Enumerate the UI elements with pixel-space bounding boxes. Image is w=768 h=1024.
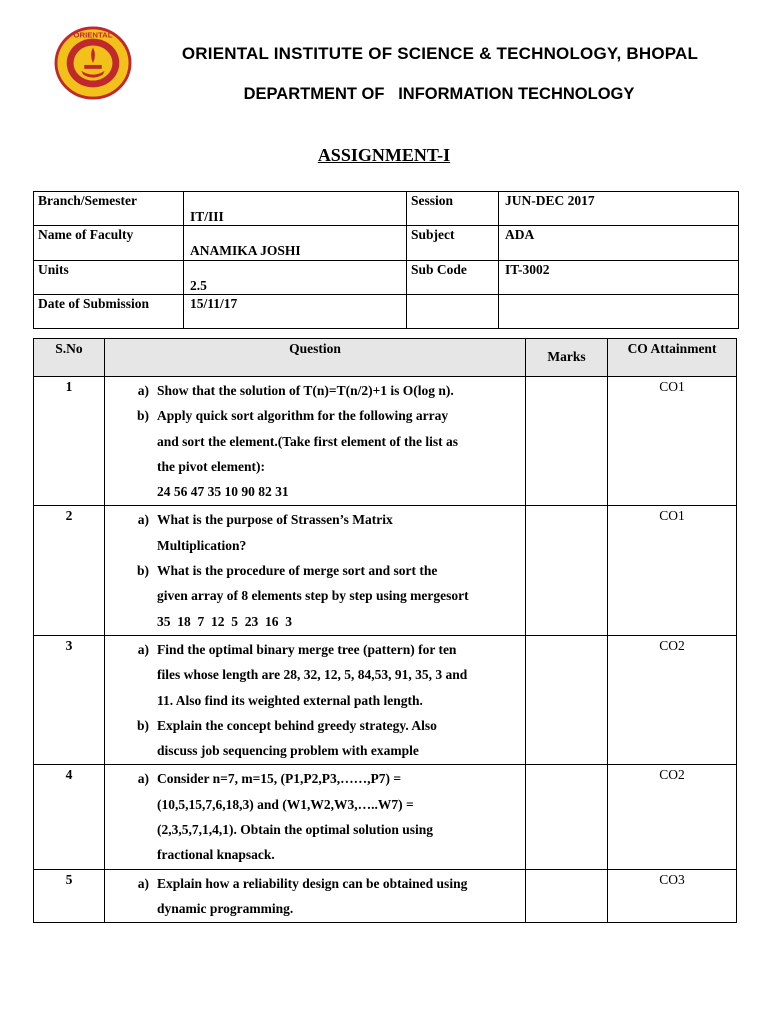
marks-cell — [526, 506, 608, 635]
question-part-letter: a) — [137, 383, 149, 398]
units-value: 2.5 — [184, 260, 407, 294]
info-row-units — [34, 260, 739, 294]
question-line: 11. Also find its weighted external path length. — [157, 692, 423, 708]
question-part-letter: b) — [136, 563, 149, 579]
question-line: given array of 8 elements step by step using mergesort — [157, 588, 469, 604]
question-line: What is the procedure of merge sort and sort the — [157, 563, 438, 579]
question-part-letter: a) — [137, 875, 149, 891]
question-line: fractional knapsack. — [157, 847, 275, 863]
question-part-letter: a) — [137, 771, 149, 787]
question-row — [34, 377, 737, 506]
question-part — [106, 766, 518, 867]
question-row — [34, 635, 737, 764]
question-part — [106, 403, 518, 504]
question-part-letter: a) — [137, 512, 149, 528]
question-part — [106, 871, 518, 922]
marks-cell — [526, 869, 608, 923]
question-line: Explain how a reliability design can be obtained using — [157, 875, 468, 891]
faculty-label: Name of Faculty — [34, 226, 184, 260]
question-part — [106, 378, 518, 403]
question-line: What is the purpose of Strassen’s Matrix — [157, 512, 393, 528]
question-number: 2 — [34, 506, 105, 635]
empty-cell — [407, 294, 499, 328]
questions-table — [33, 338, 737, 923]
question-line: Apply quick sort algorithm for the following array — [157, 408, 449, 424]
question-line: files whose length are 28, 32, 12, 5, 84,53, 91, 35, 3 and — [157, 667, 468, 683]
marks-cell — [526, 377, 608, 506]
question-cell — [105, 377, 526, 506]
co-attainment-cell: CO3 — [608, 869, 737, 923]
header-sno: S.No — [34, 339, 105, 377]
question-part — [106, 713, 518, 764]
question-line: Find the optimal binary merge tree (pattern) for ten — [157, 641, 457, 657]
question-line: 24 56 47 35 10 90 82 31 — [157, 484, 289, 500]
question-number: 1 — [34, 377, 105, 506]
questions-body — [34, 377, 737, 923]
empty-cell — [499, 294, 739, 328]
subject-label: Subject — [407, 226, 499, 260]
info-row-faculty — [34, 226, 739, 260]
question-cell — [105, 506, 526, 635]
question-line: (2,3,5,7,1,4,1). Obtain the optimal solution using — [157, 822, 434, 838]
question-line: Show that the solution of T(n)=T(n/2)+1 is O(log n). — [157, 383, 454, 398]
date-label: Date of Submission — [34, 294, 184, 328]
date-value: 15/11/17 — [184, 294, 407, 328]
subcode-label: Sub Code — [407, 260, 499, 294]
info-row-date — [34, 294, 739, 328]
question-part-letter: b) — [136, 717, 149, 733]
faculty-value: ANAMIKA JOSHI — [184, 226, 407, 260]
question-row — [34, 506, 737, 635]
subcode-value: IT-3002 — [499, 260, 739, 294]
question-part — [106, 637, 518, 713]
session-value: JUN-DEC 2017 — [499, 192, 739, 226]
question-line: dynamic programming. — [157, 900, 294, 916]
co-attainment-cell: CO2 — [608, 635, 737, 764]
marks-cell — [526, 635, 608, 764]
institute-name: ORIENTAL INSTITUTE OF SCIENCE & TECHNOLOGY, BHOPAL — [181, 44, 699, 63]
co-attainment-cell: CO2 — [608, 765, 737, 869]
question-part-letter: b) — [136, 408, 149, 424]
question-line: Multiplication? — [157, 537, 247, 553]
header-question: Question — [105, 339, 526, 377]
question-row — [34, 765, 737, 869]
session-label: Session — [407, 192, 499, 226]
units-label: Units — [34, 260, 184, 294]
question-number: 4 — [34, 765, 105, 869]
questions-header-row — [34, 339, 737, 377]
page-title: ASSIGNMENT-I — [317, 145, 451, 165]
question-cell — [105, 869, 526, 923]
question-line: Explain the concept behind greedy strategy. Also — [157, 717, 437, 733]
logo-lettering: ORIENTAL — [73, 30, 113, 40]
assignment-info-table — [33, 191, 739, 329]
question-line: the pivot element): — [157, 458, 265, 474]
department-name: DEPARTMENT OF INFORMATION TECHNOLOGY — [243, 85, 635, 103]
question-cell — [105, 765, 526, 869]
question-line: (10,5,15,7,6,18,3) and (W1,W2,W3,…..W7) = — [157, 796, 414, 812]
question-part-letter: a) — [137, 641, 149, 657]
co-attainment-cell: CO1 — [608, 506, 737, 635]
question-cell — [105, 635, 526, 764]
question-row — [34, 869, 737, 923]
info-row-branch — [34, 192, 739, 226]
question-number: 5 — [34, 869, 105, 923]
co-attainment-cell: CO1 — [608, 377, 737, 506]
subject-value: ADA — [499, 226, 739, 260]
branch-value: IT/III — [184, 192, 407, 226]
question-line: and sort the element.(Take first element of the list as — [157, 433, 458, 449]
header-marks: Marks — [526, 339, 608, 377]
question-part — [106, 507, 518, 558]
header-co-attainment: CO Attainment — [608, 339, 737, 377]
question-line: 35 18 7 12 5 23 16 3 — [157, 613, 292, 629]
branch-label: Branch/Semester — [34, 192, 184, 226]
question-part — [106, 558, 518, 634]
question-line: Consider n=7, m=15, (P1,P2,P3,……,P7) = — [157, 771, 402, 787]
question-line: discuss job sequencing problem with example — [157, 743, 419, 759]
marks-cell — [526, 765, 608, 869]
question-number: 3 — [34, 635, 105, 764]
